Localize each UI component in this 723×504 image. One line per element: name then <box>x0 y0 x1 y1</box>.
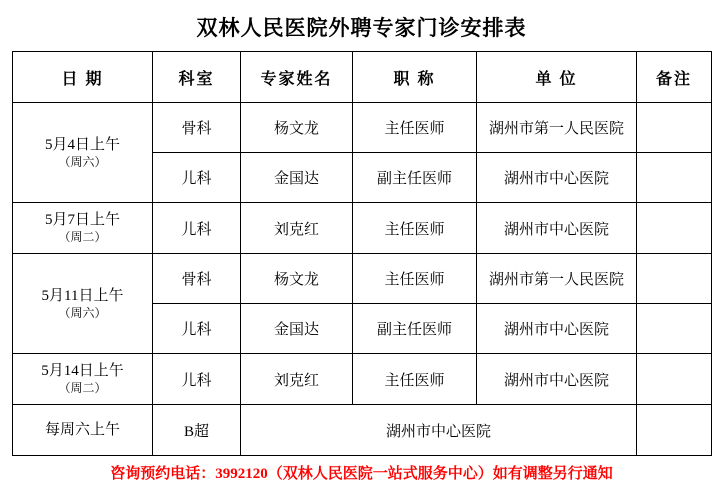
date-sub: （周二） <box>58 230 107 245</box>
date-main: 5月14日上午 <box>41 363 124 380</box>
cell-department: 儿科 <box>153 153 241 203</box>
cell-date <box>13 103 153 203</box>
cell-date <box>13 203 153 254</box>
date-main: 5月11日上午 <box>41 287 124 304</box>
cell-department: 骨科 <box>153 103 241 153</box>
cell-unit: 湖州市第一人民医院 <box>477 103 637 153</box>
cell-department: 儿科 <box>153 304 241 354</box>
cell-date: 每周六上午 <box>13 405 153 456</box>
cell-unit: 湖州市中心医院 <box>477 354 637 405</box>
cell-professional-title: 主任医师 <box>353 103 477 153</box>
cell-unit: 湖州市中心医院 <box>477 304 637 354</box>
cell-remark <box>637 354 712 405</box>
cell-unit: 湖州市中心医院 <box>477 153 637 203</box>
date-sub: （周六） <box>58 305 107 320</box>
cell-remark <box>637 153 712 203</box>
page-title: 双林人民医院外聘专家门诊安排表 <box>196 16 527 40</box>
cell-expert-name: 刘克红 <box>241 203 353 254</box>
cell-date <box>13 354 153 405</box>
cell-department: B超 <box>153 405 241 456</box>
date-main: 5月7日上午 <box>44 212 120 229</box>
cell-expert-name: 杨文龙 <box>241 254 353 304</box>
date-sub: （周二） <box>58 381 107 396</box>
footer-note: 咨询预约电话：3992120（双林人民医院一站式服务中心）如有调整另行通知 <box>110 466 613 483</box>
cell-expert-name: 金国达 <box>241 304 353 354</box>
column-header-remark: 备注 <box>637 52 712 103</box>
column-header-unit: 单 位 <box>477 52 637 103</box>
cell-department: 骨科 <box>153 254 241 304</box>
table-header <box>13 52 712 103</box>
date-sub: （周六） <box>58 154 107 169</box>
cell-date <box>13 254 153 354</box>
cell-department: 儿科 <box>153 354 241 405</box>
cell-professional-title: 主任医师 <box>353 354 477 405</box>
cell-professional-title: 副主任医师 <box>353 153 477 203</box>
column-header-professional-title: 职 称 <box>353 52 477 103</box>
cell-unit: 湖州市第一人民医院 <box>477 254 637 304</box>
cell-expert-name: 杨文龙 <box>241 103 353 153</box>
date-main: 5月4日上午 <box>44 136 120 153</box>
table-header-row <box>13 52 712 103</box>
cell-unit: 湖州市中心医院 <box>477 203 637 254</box>
column-header-department: 科室 <box>153 52 241 103</box>
cell-department: 儿科 <box>153 203 241 254</box>
schedule-table <box>12 51 712 456</box>
cell-remark <box>637 203 712 254</box>
cell-professional-title: 副主任医师 <box>353 304 477 354</box>
cell-expert-name: 刘克红 <box>241 354 353 405</box>
table-row <box>13 103 712 153</box>
cell-professional-title: 主任医师 <box>353 254 477 304</box>
cell-remark <box>637 254 712 304</box>
cell-expert-name: 金国达 <box>241 153 353 203</box>
cell-merged-unit: 湖州市中心医院 <box>241 405 637 456</box>
cell-remark <box>637 304 712 354</box>
cell-remark <box>637 103 712 153</box>
column-header-date: 日 期 <box>13 52 153 103</box>
column-header-expert-name: 专家姓名 <box>241 52 353 103</box>
cell-professional-title: 主任医师 <box>353 203 477 254</box>
cell-remark <box>637 405 712 456</box>
table-row <box>13 354 712 405</box>
table-body <box>13 103 712 456</box>
table-row <box>13 254 712 304</box>
table-row <box>13 405 712 456</box>
table-row <box>13 203 712 254</box>
